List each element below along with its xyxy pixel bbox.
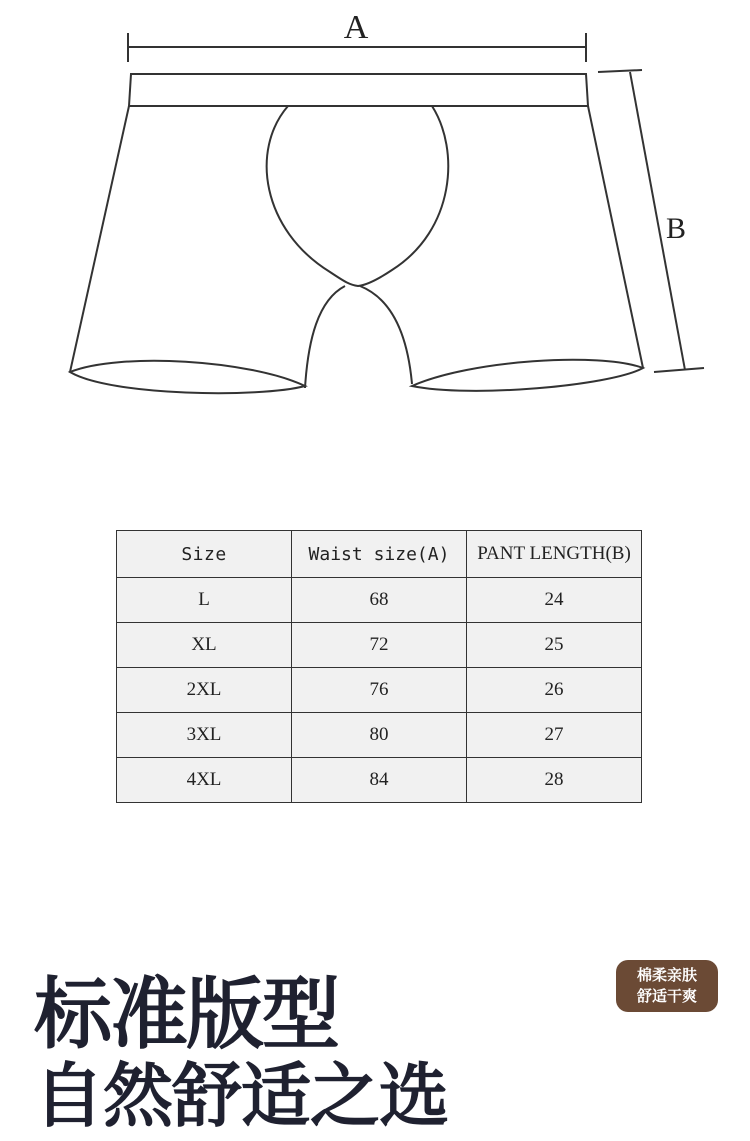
cell-size: XL — [117, 623, 292, 668]
cell-waist: 76 — [292, 668, 467, 713]
measure-tick-b-top — [598, 70, 642, 72]
cell-size: 2XL — [117, 668, 292, 713]
table-header-row — [117, 531, 642, 578]
label-a: A — [343, 9, 369, 46]
header-waist: Waist size(A) — [292, 531, 467, 578]
cell-length: 28 — [467, 758, 642, 803]
headline-standard-fit: 标准版型 — [34, 970, 339, 1060]
cell-waist: 80 — [292, 713, 467, 758]
cell-waist: 68 — [292, 578, 467, 623]
size-chart-table — [116, 530, 642, 803]
table-row — [117, 668, 642, 713]
right-inner-leg — [360, 286, 412, 384]
cell-length: 26 — [467, 668, 642, 713]
table-row — [117, 758, 642, 803]
table-row — [117, 713, 642, 758]
badge-line-1: 棉柔亲肤 — [636, 966, 697, 984]
headline-natural-comfort: 自然舒适之选 — [34, 1055, 448, 1137]
right-side-line — [588, 106, 643, 368]
header-size: Size — [117, 531, 292, 578]
label-b: B — [665, 212, 687, 245]
cell-length: 27 — [467, 713, 642, 758]
right-leg-opening — [412, 360, 643, 391]
table-row — [117, 578, 642, 623]
cell-size: L — [117, 578, 292, 623]
waistband-outline — [129, 74, 588, 106]
header-length: PANT LENGTH(B) — [467, 531, 642, 578]
front-pouch-outline — [267, 106, 449, 286]
cell-size: 3XL — [117, 713, 292, 758]
cell-length: 24 — [467, 578, 642, 623]
cell-length: 25 — [467, 623, 642, 668]
table-row — [117, 623, 642, 668]
left-leg-opening — [70, 361, 305, 393]
cell-size: 4XL — [117, 758, 292, 803]
left-side-line — [70, 106, 129, 372]
badge-line-2: 舒适干爽 — [636, 987, 697, 1005]
measure-tick-b-bottom — [654, 368, 704, 372]
cell-waist: 72 — [292, 623, 467, 668]
cell-waist: 84 — [292, 758, 467, 803]
left-inner-leg — [305, 286, 345, 388]
feature-badge — [616, 960, 718, 1012]
boxer-size-diagram — [0, 0, 750, 430]
